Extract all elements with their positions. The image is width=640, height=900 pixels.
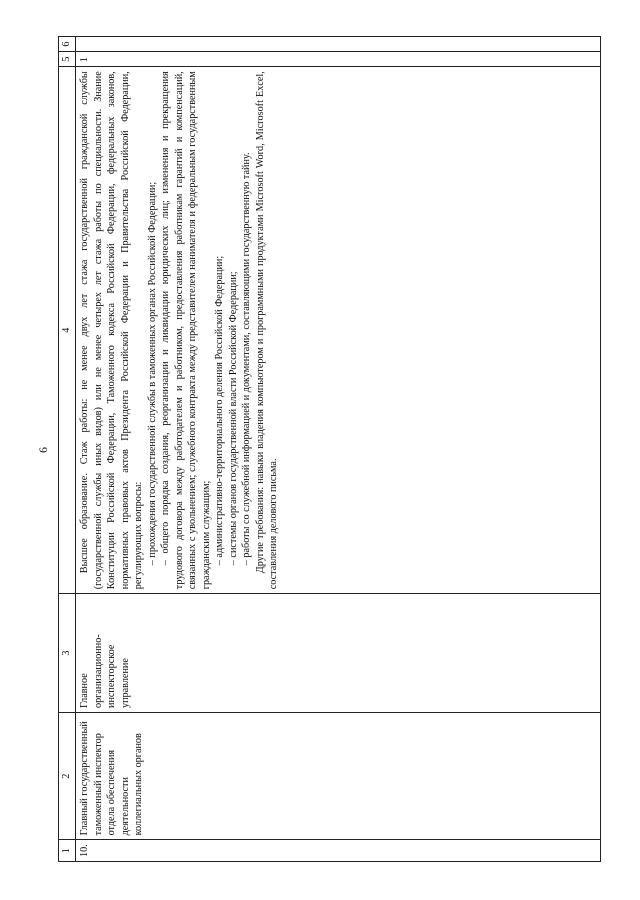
col5-value: 1 (79, 57, 90, 63)
department-cell (76, 594, 601, 713)
header-col-5: 5 (59, 52, 76, 67)
table-row (76, 37, 601, 862)
header-col-6: 6 (59, 37, 76, 52)
requirements-text (78, 71, 281, 589)
position-cell (76, 713, 601, 840)
table-header-row (59, 37, 76, 862)
header-col-1: 1 (59, 840, 76, 862)
requirements-cell (76, 67, 601, 594)
department-name: Главное организационно-инспекторское управление (79, 634, 131, 708)
col5-cell (76, 52, 601, 67)
requirement-paragraph: – прохождения государственной службы в таможенных органах Российской Федерации; (146, 181, 158, 566)
row-number-cell (76, 840, 601, 862)
requirement-paragraph: – работы со служебной информацией и документами, составляющими государственную тайну. (241, 152, 252, 566)
requirement-paragraph: – системы органов государственной власти Российской Федерации; (227, 271, 239, 566)
page-number: 6 (36, 447, 50, 453)
header-col-2: 2 (59, 713, 76, 840)
header-col-4: 4 (59, 67, 76, 594)
requirement-paragraph: Другие требования: навыки владения компьютером и программными продуктами Microsoft Word, Microsoft Excel, составления делового письма. (254, 71, 279, 590)
position-title: Главный государственный таможенный инспектор отдела обеспечения деятельности коллегиальных органов (79, 721, 144, 836)
header-col-3: 3 (59, 594, 76, 713)
col6-cell (76, 37, 601, 52)
requirement-paragraph: – общего порядка создания, реорганизации и ликвидации юридических лиц; изменения и прекращения трудового договора между работодателем и работником, предоставления работникам гарантий и компенсаций, связанных с увольнением; служебного контракта между представителем нанимателя и федеральным государственным гражданским служащим; (160, 71, 212, 590)
requirements-table (58, 36, 601, 862)
requirement-paragraph: – административно-территориального деления Российской Федерации; (214, 255, 225, 566)
requirement-paragraph: Высшее образование. Стаж работы: не менее двух лет стажа государственной гражданской службы (государственной службы иных видов) или не менее четырех лет стажа работы по специальности. Знание Конституции Российской Федерации, Таможенного кодекса Российской Федерации, федеральных законов, нормативных правовых актов Президента Российской Федерации и Правительства Российской Федерации, регулирующих вопросы: (79, 71, 144, 590)
row-number: 10. (79, 844, 90, 857)
